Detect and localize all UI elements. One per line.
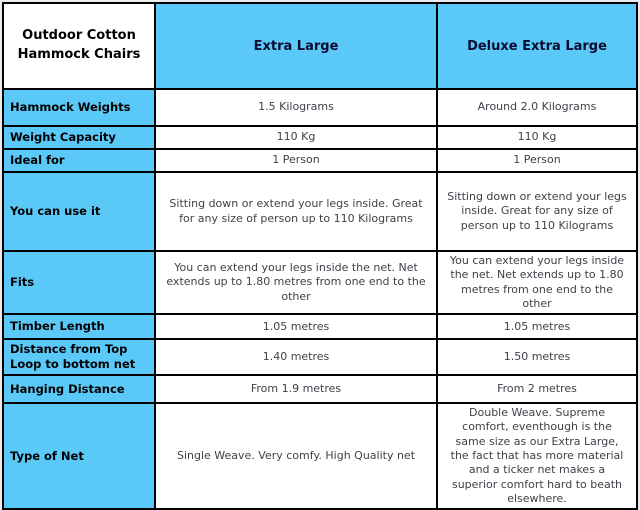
comparison-table bbox=[2, 2, 638, 510]
row-label: Hanging Distance bbox=[3, 375, 155, 403]
header-row bbox=[3, 3, 637, 89]
table-row-timber-length bbox=[3, 314, 637, 339]
cell-extra-large: You can extend your legs inside the net. Net extends up to 1.80 metres from one end to the other bbox=[155, 251, 437, 314]
table-row-type-of-net bbox=[3, 403, 637, 509]
row-label: Fits bbox=[3, 251, 155, 314]
table-row-distance-top-loop-to-bottom-net bbox=[3, 339, 637, 375]
row-label: Type of Net bbox=[3, 403, 155, 509]
column-header-deluxe-extra-large: Deluxe Extra Large bbox=[437, 3, 637, 89]
cell-deluxe-extra-large: 1 Person bbox=[437, 149, 637, 172]
cell-deluxe-extra-large: You can extend your legs inside the net. Net extends up to 1.80 metres from one end to the other bbox=[437, 251, 637, 314]
table-row-fits bbox=[3, 251, 637, 314]
cell-extra-large: 1.40 metres bbox=[155, 339, 437, 375]
table-row-you-can-use-it bbox=[3, 172, 637, 251]
row-label: Timber Length bbox=[3, 314, 155, 339]
cell-extra-large: 1 Person bbox=[155, 149, 437, 172]
table-row-hanging-distance bbox=[3, 375, 637, 403]
cell-deluxe-extra-large: 110 Kg bbox=[437, 126, 637, 149]
cell-extra-large: 1.05 metres bbox=[155, 314, 437, 339]
cell-deluxe-extra-large: Double Weave. Supreme comfort, eventhough is the same size as our Extra Large, the fact that has more material and a ticker net makes a superior comfort hard to beath elsewhere. bbox=[437, 403, 637, 509]
column-header-extra-large: Extra Large bbox=[155, 3, 437, 89]
table-title: Outdoor Cotton Hammock Chairs bbox=[3, 3, 155, 89]
cell-extra-large: Single Weave. Very comfy. High Quality net bbox=[155, 403, 437, 509]
cell-deluxe-extra-large: Around 2.0 Kilograms bbox=[437, 89, 637, 126]
row-label: Distance from Top Loop to bottom net bbox=[3, 339, 155, 375]
cell-deluxe-extra-large: Sitting down or extend your legs inside. Great for any size of person up to 110 Kilograms bbox=[437, 172, 637, 251]
row-label: You can use it bbox=[3, 172, 155, 251]
cell-deluxe-extra-large: From 2 metres bbox=[437, 375, 637, 403]
cell-extra-large: Sitting down or extend your legs inside. Great for any size of person up to 110 Kilograms bbox=[155, 172, 437, 251]
cell-deluxe-extra-large: 1.50 metres bbox=[437, 339, 637, 375]
cell-extra-large: 110 Kg bbox=[155, 126, 437, 149]
cell-deluxe-extra-large: 1.05 metres bbox=[437, 314, 637, 339]
table-row-weight-capacity bbox=[3, 126, 637, 149]
table-row-ideal-for bbox=[3, 149, 637, 172]
row-label: Ideal for bbox=[3, 149, 155, 172]
cell-extra-large: 1.5 Kilograms bbox=[155, 89, 437, 126]
cell-extra-large: From 1.9 metres bbox=[155, 375, 437, 403]
row-label: Hammock Weights bbox=[3, 89, 155, 126]
table-row-hammock-weights bbox=[3, 89, 637, 126]
row-label: Weight Capacity bbox=[3, 126, 155, 149]
